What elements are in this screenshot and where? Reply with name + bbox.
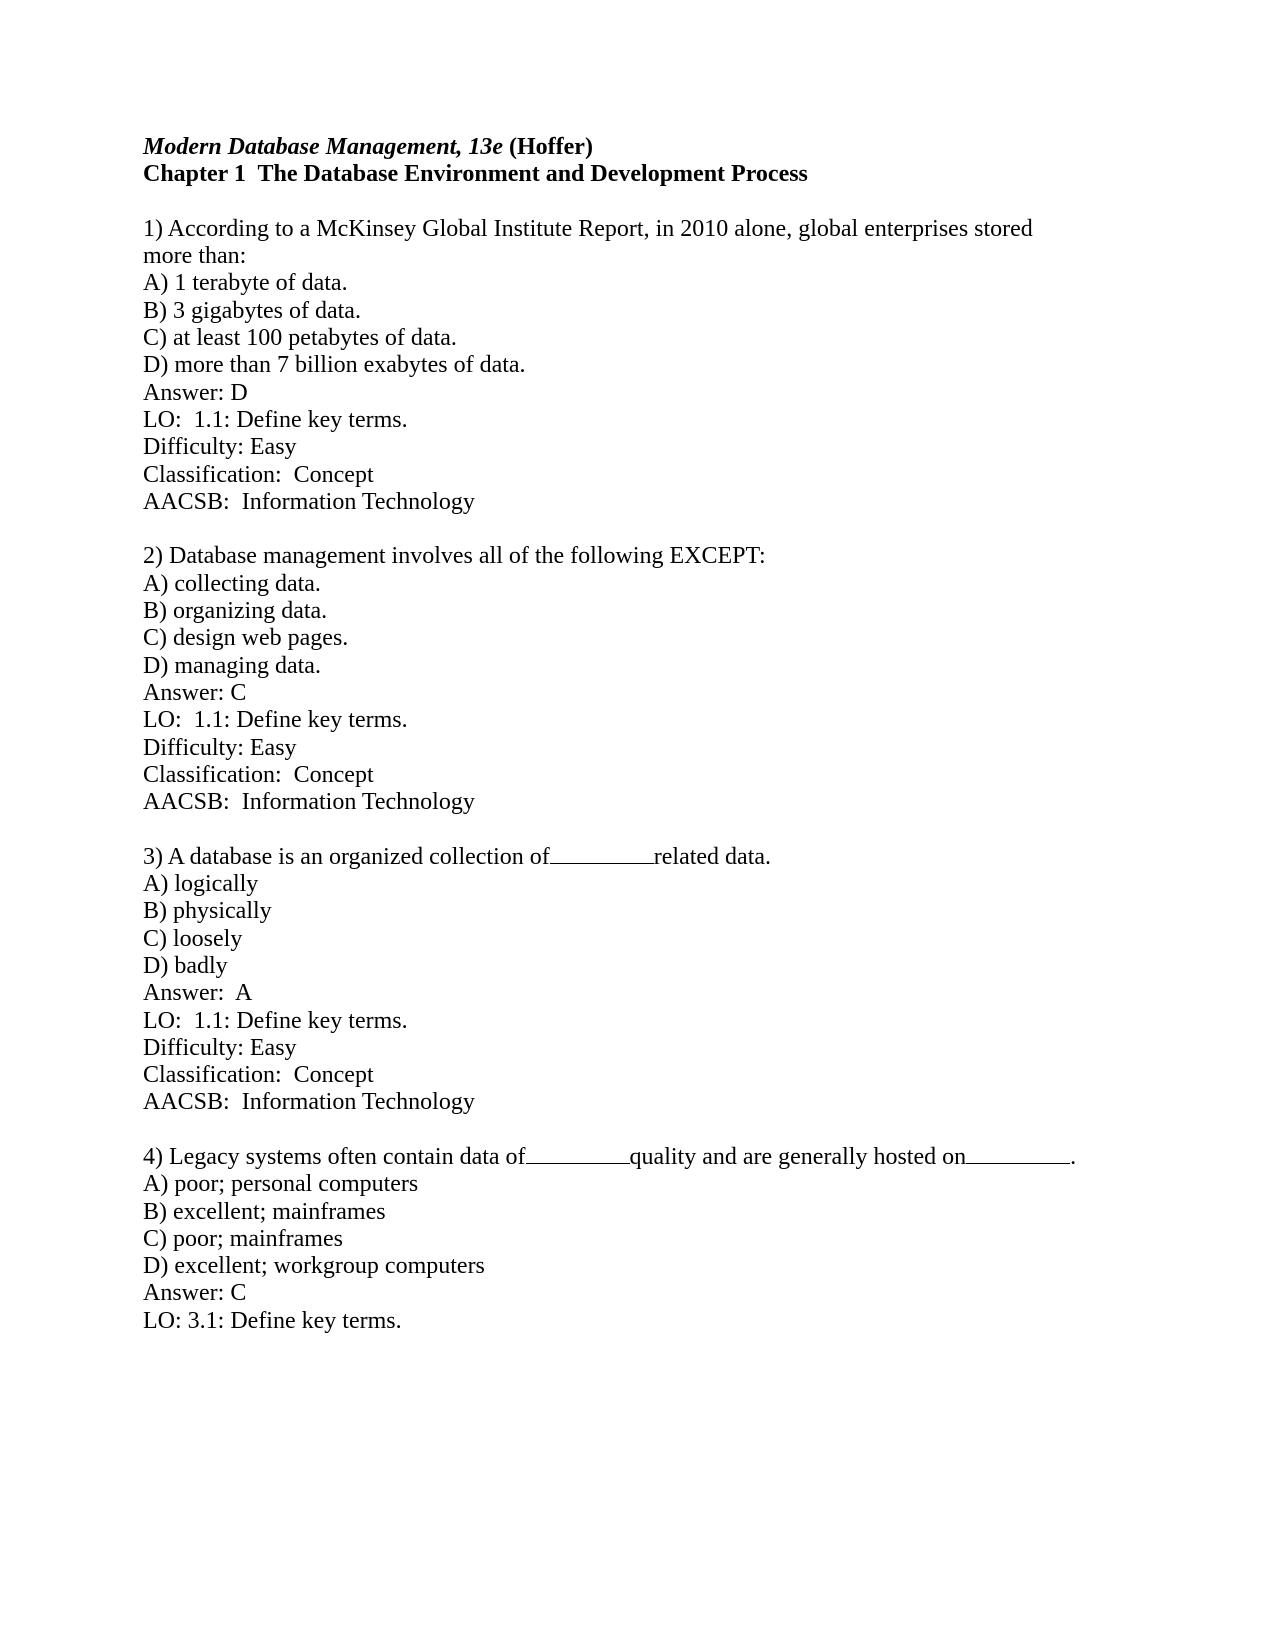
fill-in-blank bbox=[526, 1145, 630, 1164]
aacsb: AACSB: Information Technology bbox=[143, 488, 475, 515]
answer-option: B) physically bbox=[143, 898, 272, 925]
question-1 bbox=[143, 216, 1143, 516]
answer-option: B) excellent; mainframes bbox=[143, 1198, 386, 1225]
question-stem-after: related data. bbox=[653, 843, 772, 870]
classification: Classification: Concept bbox=[143, 1062, 374, 1089]
answer-option: D) badly bbox=[143, 952, 228, 979]
question-stem bbox=[143, 1144, 1143, 1171]
question-stem-part3: . bbox=[1070, 1143, 1077, 1170]
difficulty: Difficulty: Easy bbox=[143, 734, 297, 761]
difficulty: Difficulty: Easy bbox=[143, 1034, 297, 1061]
question-4 bbox=[143, 1144, 1143, 1335]
aacsb: AACSB: Information Technology bbox=[143, 1089, 475, 1116]
document-page bbox=[143, 134, 1143, 1335]
answer-key: Answer: A bbox=[143, 980, 253, 1007]
answer-option: D) excellent; workgroup computers bbox=[143, 1253, 485, 1280]
answer-option: D) more than 7 billion exabytes of data. bbox=[143, 352, 526, 379]
answer-key: Answer: C bbox=[143, 1280, 247, 1307]
question-stem-line: 1) According to a McKinsey Global Institute Report, in 2010 alone, global enterprises stored bbox=[143, 215, 1033, 242]
answer-key: Answer: D bbox=[143, 379, 248, 406]
difficulty: Difficulty: Easy bbox=[143, 434, 297, 461]
learning-objective: LO: 1.1: Define key terms. bbox=[143, 406, 408, 433]
answer-option: C) design web pages. bbox=[143, 625, 349, 652]
aacsb: AACSB: Information Technology bbox=[143, 789, 475, 816]
answer-option: A) collecting data. bbox=[143, 570, 321, 597]
book-title: Modern Database Management, 13e bbox=[143, 134, 503, 160]
book-title-line bbox=[143, 134, 1143, 161]
answer-option: D) managing data. bbox=[143, 652, 321, 679]
chapter-title: Chapter 1 The Database Environment and Development Process bbox=[143, 161, 808, 188]
learning-objective: LO: 3.1: Define key terms. bbox=[143, 1307, 402, 1334]
answer-key: Answer: C bbox=[143, 679, 247, 706]
book-author: (Hoffer) bbox=[509, 134, 593, 160]
answer-option: C) poor; mainframes bbox=[143, 1225, 343, 1252]
classification: Classification: Concept bbox=[143, 761, 374, 788]
fill-in-blank bbox=[966, 1145, 1070, 1164]
question-stem-part2: quality and are generally hosted on bbox=[629, 1143, 967, 1170]
learning-objective: LO: 1.1: Define key terms. bbox=[143, 1007, 408, 1034]
answer-option: B) organizing data. bbox=[143, 598, 328, 625]
answer-option: A) poor; personal computers bbox=[143, 1171, 419, 1198]
answer-option: A) 1 terabyte of data. bbox=[143, 270, 348, 297]
question-stem-before: 3) A database is an organized collection of bbox=[143, 843, 550, 870]
answer-option: B) 3 gigabytes of data. bbox=[143, 297, 361, 324]
question-stem-line: more than: bbox=[143, 243, 247, 270]
question-stem-part1: 4) Legacy systems often contain data of bbox=[143, 1143, 526, 1170]
answer-option: C) loosely bbox=[143, 925, 243, 952]
fill-in-blank bbox=[550, 845, 654, 864]
answer-option: C) at least 100 petabytes of data. bbox=[143, 325, 457, 352]
question-3 bbox=[143, 844, 1143, 1117]
answer-option: A) logically bbox=[143, 871, 259, 898]
classification: Classification: Concept bbox=[143, 461, 374, 488]
question-stem bbox=[143, 844, 1143, 871]
question-2 bbox=[143, 543, 1143, 816]
learning-objective: LO: 1.1: Define key terms. bbox=[143, 707, 408, 734]
question-stem: 2) Database management involves all of the following EXCEPT: bbox=[143, 543, 766, 570]
